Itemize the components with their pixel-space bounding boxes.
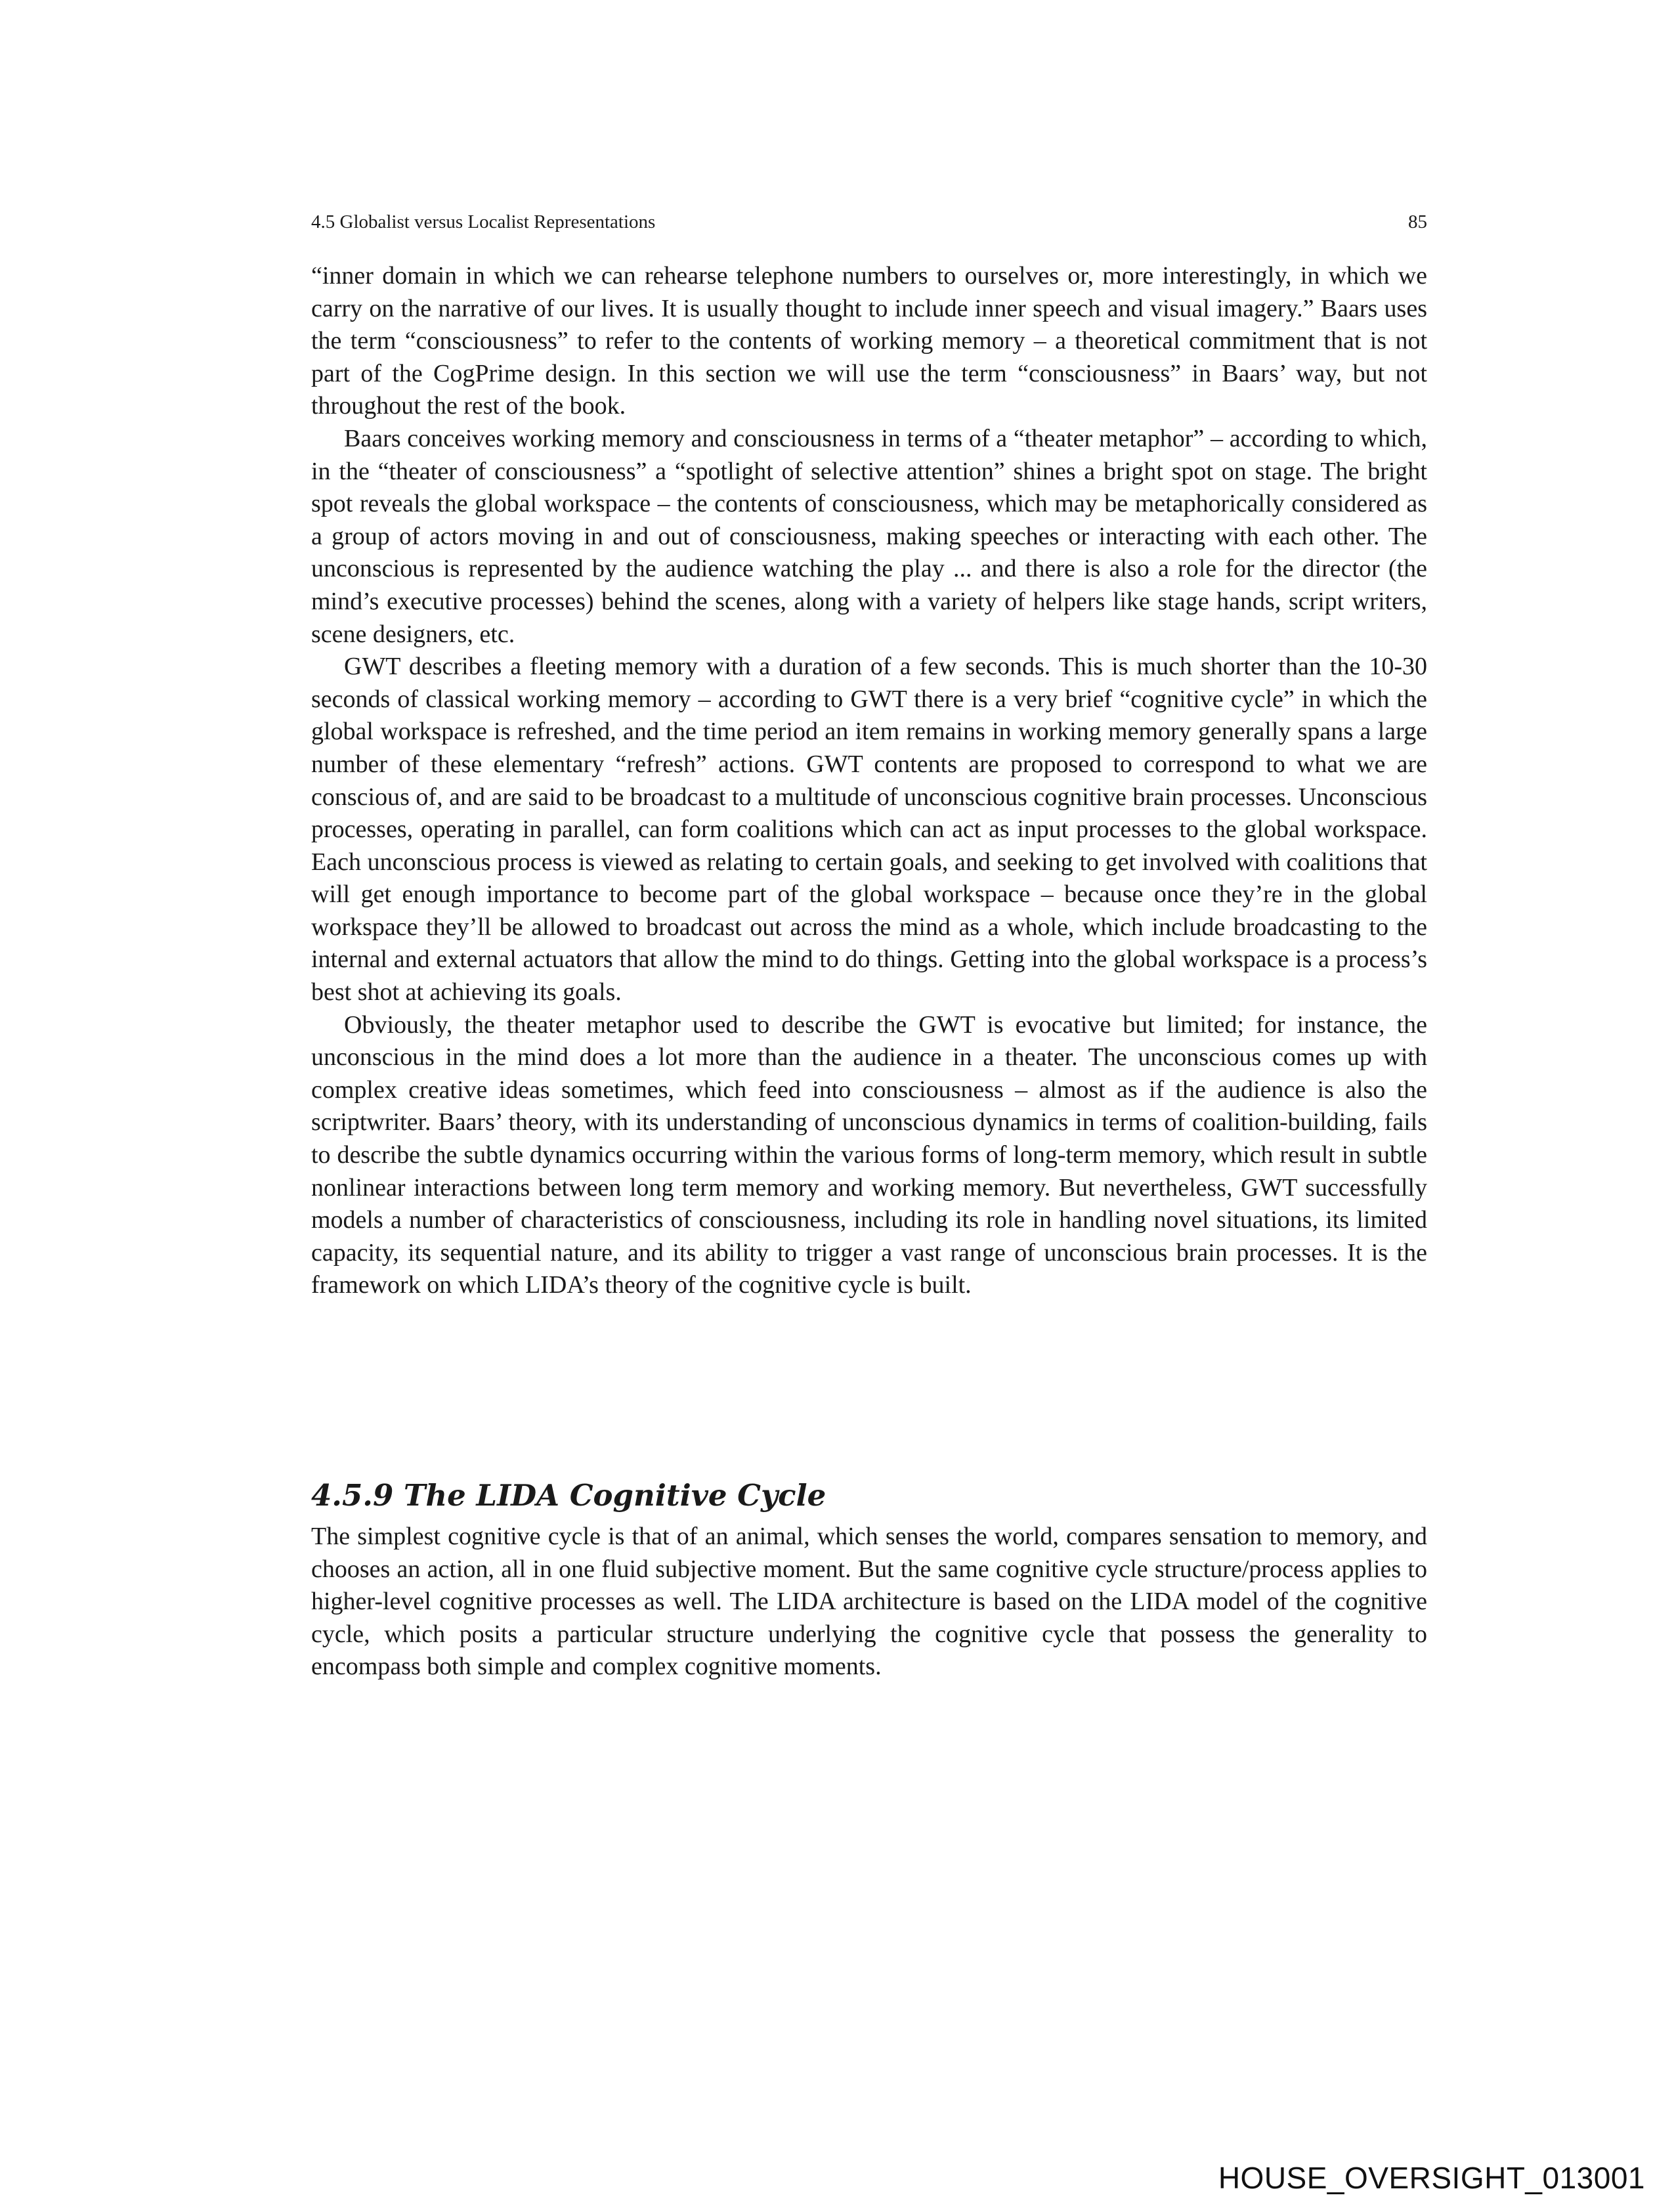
running-header-section: 4.5 Globalist versus Localist Representations: [311, 211, 656, 232]
paragraph-lida-cycle: The simplest cognitive cycle is that of an animal, which senses the world, compares sensation to memory, and chooses an action, all in one fluid subjective moment. But the same cognitive cycle structure/process applies to higher-level cognitive processes as well. The LIDA architecture is based on the LIDA model of the cognitive cycle, which posits a particular structure underlying the cognitive cycle that possess the generality to encompass both simple and complex cognitive moments.: [311, 1523, 1427, 1681]
body-text: [311, 260, 1427, 1302]
page-number: 85: [1408, 211, 1427, 232]
section-heading: 4.5.9 The LIDA Cognitive Cycle: [311, 1478, 826, 1513]
running-header: [311, 209, 1427, 235]
paragraph-continuation: “inner domain in which we can rehearse telephone numbers to ourselves or, more interestingly, in which we carry on the narrative of our lives. It is usually thought to include inner speech and visual imagery.” Baars uses the term “consciousness” to refer to the contents of working memory – a theoretical commitment that is not part of the CogPrime design. In this section we will use the term “consciousness” in Baars’ way, but not throughout the rest of the book.: [311, 262, 1427, 420]
paragraph-limitations: Obviously, the theater metaphor used to describe the GWT is evocative but limited; for instance, the unconscious in the mind does a lot more than the audience in a theater. The unconscious comes up with complex creative ideas sometimes, which feed into consciousness – almost as if the audience is also the scriptwriter. Baars’ theory, with its understanding of unconscious dynamics in terms of coalition-building, fails to describe the subtle dynamics occurring within the various forms of long-term memory, which result in subtle nonlinear interactions between long term memory and working memory. But nevertheless, GWT successfully models a number of characteristics of consciousness, including its role in handling novel situations, its limited capacity, its sequential nature, and its ability to trigger a vast range of unconscious brain processes. It is the framework on which LIDA’s theory of the cognitive cycle is built.: [311, 1010, 1427, 1299]
paragraph-fleeting-memory: GWT describes a fleeting memory with a duration of a few seconds. This is much shorter than the 10-30 seconds of classical working memory – according to GWT there is a very brief “cognitive cycle” in which the global workspace is refreshed, and the time period an item remains in working memory generally spans a large number of these elementary “refresh” actions. GWT contents are proposed to correspond to what we are conscious of, and are said to be broadcast to a multitude of unconscious cognitive brain processes. Unconscious processes, operating in parallel, can form coalitions which can act as input processes to the global workspace. Each unconscious process is viewed as relating to certain goals, and seeking to get involved with coalitions that will get enough importance to become part of the global workspace – because once they’re in the global workspace they’ll be allowed to broadcast out across the mind as a whole, which include broadcasting to the internal and external actuators that allow the mind to do things. Getting into the global workspace is a process’s best shot at achieving its goals.: [311, 653, 1427, 1007]
paragraph-theater-metaphor: Baars conceives working memory and consciousness in terms of a “theater metaphor” – according to which, in the “theater of consciousness” a “spotlight of selective attention” shines a bright spot on stage. The bright spot reveals the global workspace – the contents of consciousness, which may be metaphorically considered as a group of actors moving in and out of consciousness, making speeches or interacting with each other. The unconscious is represented by the audience watching the play ... and there is also a role for the director (the mind’s executive processes) behind the scenes, along with a variety of helpers like stage hands, script writers, scene designers, etc.: [311, 424, 1427, 648]
document-id-stamp: HOUSE_OVERSIGHT_013001: [1218, 2161, 1645, 2195]
section-body-text: [311, 1521, 1427, 1683]
